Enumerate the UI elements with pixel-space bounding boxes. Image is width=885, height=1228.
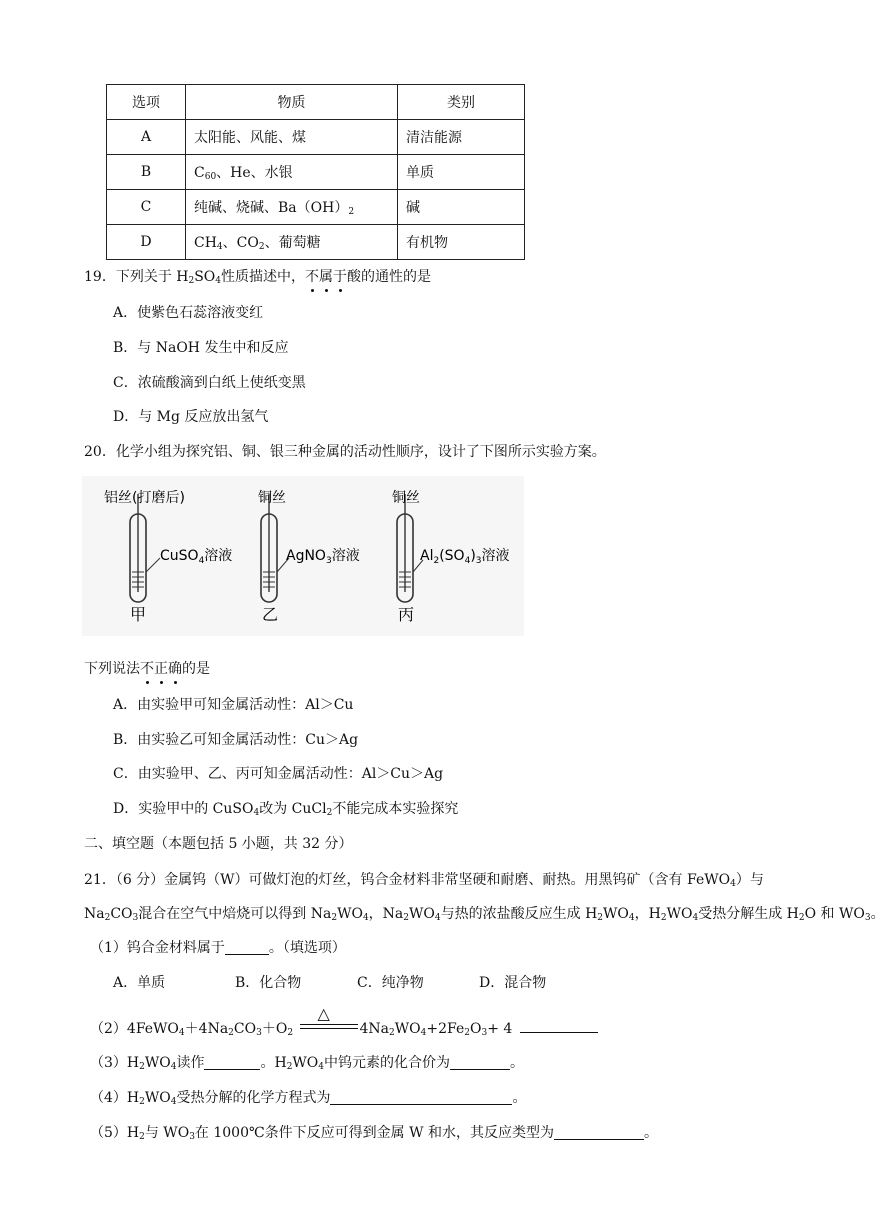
q19-option-c: C．浓硫酸滴到白纸上使纸变黑	[113, 375, 306, 391]
experiment-figure	[82, 476, 524, 636]
option-text: 改为 CuCl	[259, 801, 327, 817]
substance-cell: 太阳能、风能、煤	[186, 120, 398, 155]
subscript: 4	[215, 276, 222, 286]
choice-b: B．化合物	[235, 975, 302, 991]
stem-text: 19．下列关于 H	[84, 269, 189, 285]
table-header-cell: 类别	[398, 85, 525, 120]
answer-blank[interactable]	[225, 940, 269, 955]
formula-text: CH	[194, 235, 217, 251]
q21-part4: $(4)H_2WO_4$受热分解的化学方程式为 。	[90, 1090, 527, 1107]
solution-label: CuSO$_4$溶液	[160, 548, 233, 566]
formula-text: C	[194, 165, 205, 181]
formula-text: 、葡萄糖	[264, 235, 321, 251]
table-header-cell: 选项	[107, 85, 186, 120]
table-header-cell: 物质	[186, 85, 398, 120]
category-cell: 单质	[398, 155, 525, 190]
choice-a: A．单质	[113, 975, 166, 991]
emphasis-char: 正	[154, 658, 168, 678]
solution-label: AgNO$_3$溶液	[286, 548, 360, 566]
substance-cell	[186, 225, 398, 260]
section-heading: 二、填空题（本题包括 5 小题，共 32 分）	[84, 836, 353, 852]
table-row	[107, 190, 525, 225]
category-cell: 碱	[398, 190, 525, 225]
q20-prompt	[84, 658, 210, 678]
q20-option-a: A．由实验甲可知金属活动性：Al＞Cu	[113, 697, 354, 713]
subscript: 2	[326, 808, 333, 818]
wire-label: 铜丝	[392, 490, 420, 506]
category-cell: 有机物	[398, 225, 525, 260]
reaction-condition	[298, 1004, 360, 1036]
test-tube-1	[104, 489, 232, 624]
formula-text: 纯碱、烧碱、Ba（OH）	[194, 200, 349, 216]
formula-text: 、He、水银	[216, 165, 293, 181]
stem-text: 下列说法	[84, 661, 140, 677]
formula-text: 、CO	[222, 235, 259, 251]
part-text: 。（填选项）	[268, 940, 346, 956]
stem-text: 酸的通性的是	[347, 269, 432, 285]
tube-name: 丙	[398, 605, 415, 624]
option-cell: A	[107, 120, 186, 155]
classification-table	[106, 84, 525, 260]
wire-label: 铝丝(打磨后)	[104, 490, 185, 506]
option-cell: D	[107, 225, 186, 260]
stem-text: 的是	[182, 661, 210, 677]
option-text: 不能完成本实验探究	[332, 801, 459, 817]
category-cell: 清洁能源	[398, 120, 525, 155]
subscript: 4	[253, 808, 260, 818]
test-tube-2	[258, 489, 360, 624]
wire-label: 铜丝	[258, 490, 286, 506]
test-tube-3	[392, 489, 510, 624]
option-cell: B	[107, 155, 186, 190]
substance-cell	[186, 190, 398, 225]
q19-option-b: B．与 NaOH 发生中和反应	[113, 340, 289, 356]
q20-option-c: C．由实验甲、乙、丙可知金属活动性：Al＞Cu＞Ag	[113, 766, 444, 782]
option-text: D．实验甲中的 CuSO	[113, 801, 254, 817]
answer-blank[interactable]	[450, 1055, 510, 1070]
subscript: 2	[258, 242, 265, 252]
tube-name: 甲	[130, 605, 147, 624]
part-text: （1）钨合金材料属于	[90, 940, 225, 956]
answer-blank[interactable]	[554, 1125, 644, 1140]
stem-text: ）与	[735, 872, 764, 888]
emphasis-char: 属	[319, 266, 333, 286]
subscript: 4	[730, 879, 736, 889]
q21-part3: $(3)H_2WO_4$读作 。$H_2WO_4$中钨元素的化合价为 。	[90, 1055, 525, 1072]
stem-text: 性质描述中，	[221, 269, 306, 285]
emphasis-char: 确	[168, 658, 182, 678]
emphasis-char: 不	[140, 658, 154, 678]
subscript: 4	[216, 242, 223, 252]
q20-option-b: B．由实验乙可知金属活动性：Cu＞Ag	[113, 732, 359, 748]
q19-stem	[84, 266, 431, 286]
choice-d: D．混合物	[479, 975, 547, 991]
q21-line1	[84, 869, 764, 889]
emphasis-char: 不	[305, 266, 319, 286]
tube-name: 乙	[262, 605, 279, 624]
choice-c: C．纯净物	[357, 975, 424, 991]
q20-stem: 20．化学小组为探究铝、铜、银三种金属的活动性顺序，设计了下图所示实验方案。	[84, 444, 606, 460]
q19-option-a: A．使紫色石蕊溶液变红	[113, 305, 264, 321]
subscript: 60	[204, 172, 217, 182]
substance-cell	[186, 155, 398, 190]
table-header-row	[107, 85, 525, 120]
answer-blank[interactable]	[330, 1090, 512, 1105]
answer-blank[interactable]	[204, 1055, 260, 1070]
q19-option-d: D．与 Mg 反应放出氢气	[113, 409, 269, 425]
table-row	[107, 225, 525, 260]
q21-part1	[90, 937, 346, 957]
stem-text: SO	[194, 269, 216, 285]
q21-line2: $Na_2CO_3$混合在空气中焙烧可以得到 $Na_2WO_4$，$Na_2WO_4$与热的浓盐酸反应生成 $H_2WO_4$，$H_2WO_4$受热分解生成 $H_2O$ 和 $WO_3$。	[84, 906, 885, 923]
q21-part2: $(2)4FeWO_4+4Na_2CO_3+O_2$ △ $4Na_2WO_4+2Fe_2O_3+ 4$	[90, 1004, 513, 1038]
heat-symbol: △	[317, 1004, 330, 1023]
solution-label: $Al_2(SO_4)_3$溶液	[420, 548, 510, 566]
option-cell: C	[107, 190, 186, 225]
emphasis-char: 于	[333, 266, 347, 286]
subscript: 2	[348, 207, 355, 217]
stem-text: 21．（6 分）金属钨（W）可做灯泡的灯丝，钨合金材料非常坚硬和耐磨、耐热。用黑钨矿（含有 FeWO	[84, 872, 731, 888]
subscript: 2	[188, 276, 195, 286]
table-row	[107, 120, 525, 155]
q21-part1-options	[113, 972, 546, 992]
answer-blank[interactable]	[520, 1018, 598, 1034]
q20-option-d	[113, 798, 458, 818]
table-row	[107, 155, 525, 190]
q21-part5: $(5)H_2$与 $WO_3$在 1000℃条件下反应可得到金属 W 和水，其反应类型为 。	[90, 1125, 658, 1142]
